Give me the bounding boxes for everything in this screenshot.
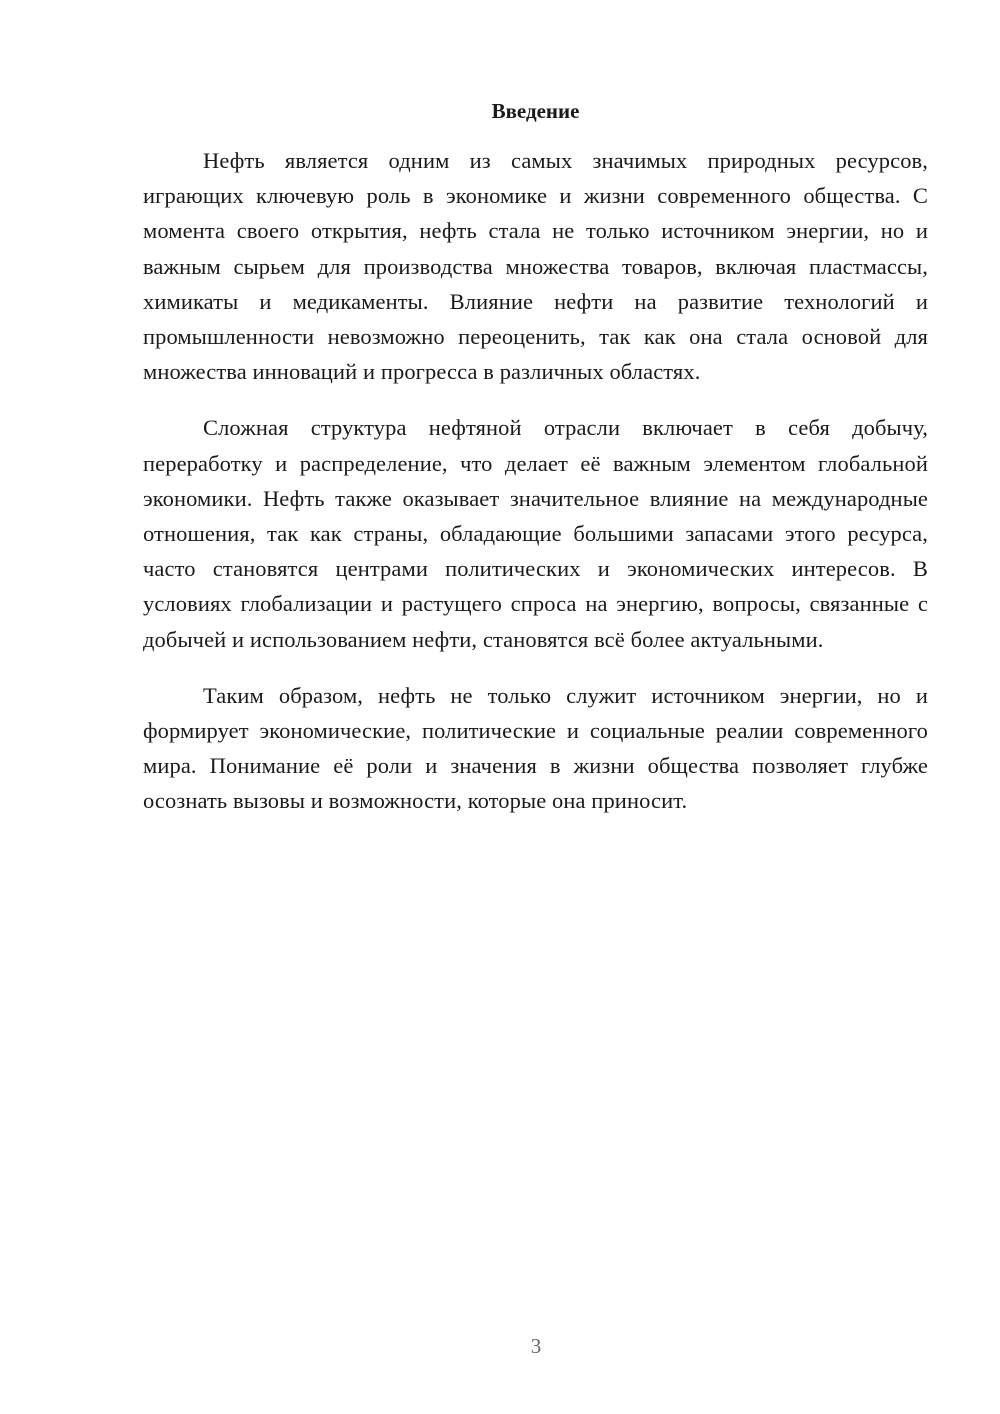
paragraph-3: Таким образом, нефть не только служит источником энергии, но и формирует экономические, политические и социальные реалии современного мира. Понимание её роли и значения в жизни общества позволяет глубже осознать вызовы и возможности, которые она приносит. <box>143 682 928 814</box>
section-title: Введение <box>491 99 580 123</box>
paragraph-1: Нефть является одним из самых значимых природных ресурсов, играющих ключевую роль в экономике и жизни современного общества. С момента своего открытия, нефть стала не только источником энергии, но и важным сырьем для производства множества товаров, включая пластмассы, химикаты и медикаменты. Влияние нефти на развитие технологий и промышленности невозможно переоценить, так как она стала основой для множества инноваций и прогресса в различных областях. <box>143 148 928 385</box>
page-number: 3 <box>530 1334 542 1358</box>
page-body <box>143 96 928 840</box>
paragraph-2: Сложная структура нефтяной отрасли включает в себя добычу, переработку и распределение, что делает её важным элементом глобальной экономики. Нефть также оказывает значительное влияние на международные отношения, так как страны, обладающие большими запасами этого ресурса, часто становятся центрами политических и экономических интересов. В условиях глобализации и растущего спроса на энергию, вопросы, связанные с добычей и использованием нефти, становятся всё более актуальными. <box>143 415 928 652</box>
